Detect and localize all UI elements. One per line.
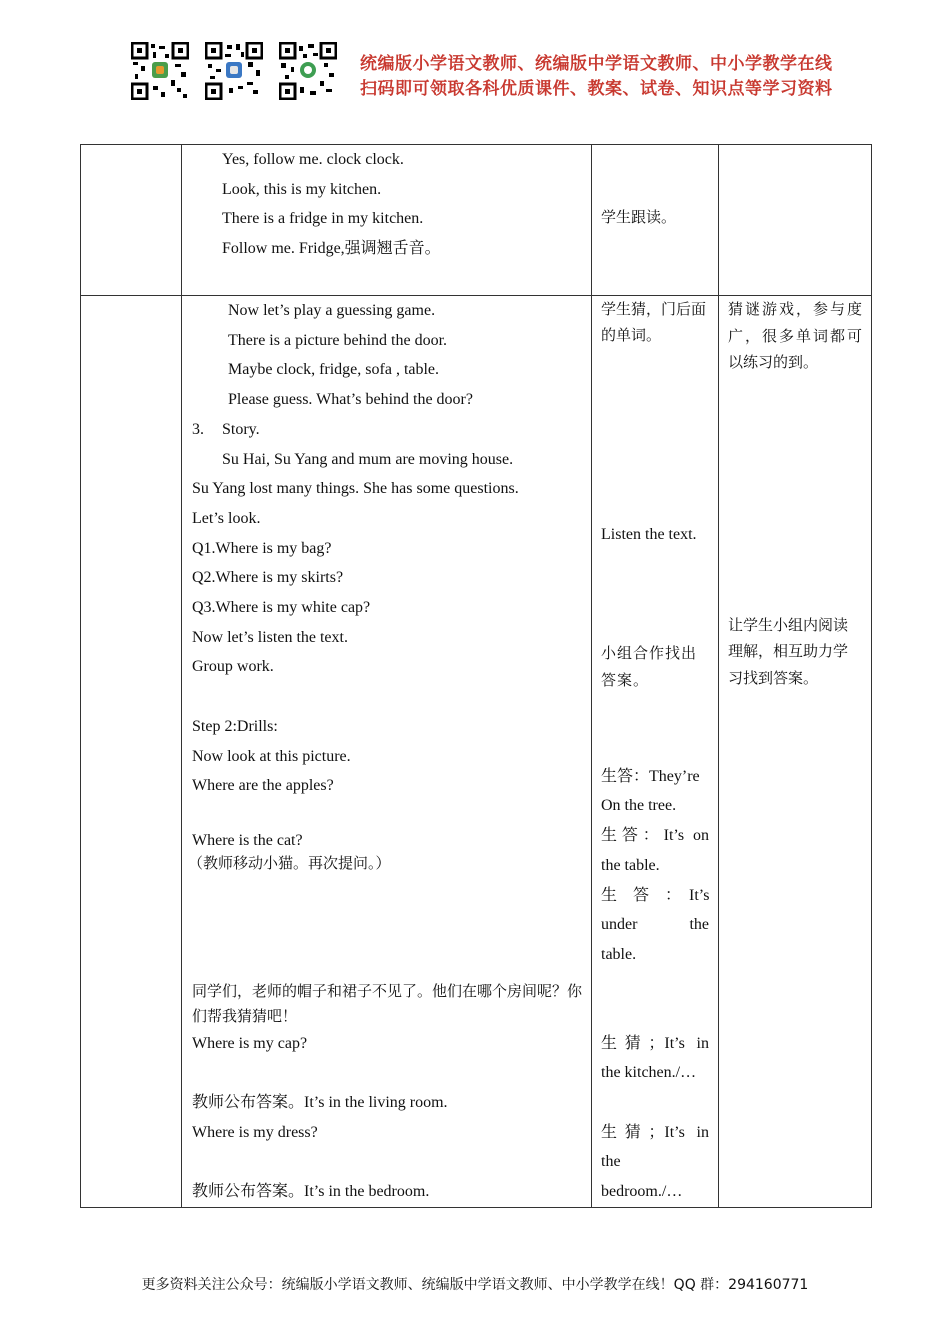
content-line: Now look at this picture.: [192, 747, 351, 765]
student-text: the: [601, 1153, 621, 1171]
student-text: 生答：They’re: [601, 767, 700, 785]
content-line: Su Yang lost many things. She has some questions.: [192, 480, 519, 498]
teacher-activity-cell: [182, 145, 592, 296]
student-text: 生答：It’s on: [601, 827, 709, 845]
content-line: Maybe clock, fridge, sofa , table.: [228, 361, 440, 379]
list-number: 3.: [192, 420, 204, 438]
content-line: 教师公布答案。It’s in the living room.: [192, 1094, 448, 1112]
content-line: Q3.Where is my white cap?: [192, 599, 371, 617]
content-line: Please guess. What’s behind the door?: [228, 391, 473, 409]
student-text: bedroom./…: [601, 1183, 683, 1201]
step-cell: [81, 296, 182, 1208]
student-text: the table.: [601, 856, 660, 874]
content-line: Q1.Where is my bag?: [192, 539, 332, 557]
content-line: Look, this is my kitchen.: [222, 180, 382, 198]
design-note-cell: [719, 296, 872, 1208]
banner-line-1: 统编版小学语文教师、统编版中学语文教师、中小学教学在线: [360, 54, 833, 74]
lesson-plan-table: [80, 144, 872, 1208]
content-line: Yes, follow me. clock clock.: [222, 151, 404, 168]
banner-line-2: 扫码即可领取各科优质课件、教案、试卷、知识点等学习资料: [360, 79, 833, 99]
content-line: Su Hai, Su Yang and mum are moving house.: [222, 450, 514, 468]
story-heading: [192, 415, 583, 445]
story-title: Story.: [222, 420, 260, 438]
design-note-text: 让学生小组内阅读理解，相互助力学习找到答案。: [728, 615, 849, 687]
content-line: Now let’s play a guessing game.: [228, 302, 436, 319]
content-paragraph: 同学们，老师的帽子和裙子不见了。他们在哪个房间呢？你们帮我猜猜吧！: [192, 981, 583, 1025]
content-line: Let’s look.: [192, 509, 261, 527]
content-line: （教师移动小猫。再次提问。）: [188, 853, 391, 872]
content-line: Where is my dress?: [192, 1123, 318, 1141]
content-line: Where are the apples?: [192, 777, 334, 795]
student-text: 生 答 ： It’s: [601, 886, 710, 904]
content-line: Where is my cap?: [192, 1034, 308, 1052]
teacher-activity-cell: [182, 296, 592, 1208]
student-text: 小组合作找出答案。: [601, 643, 698, 689]
student-activity-cell: [592, 145, 719, 296]
student-text: under the: [601, 916, 709, 934]
student-text: 生猜；It’s in: [601, 1123, 709, 1141]
design-note-text: 猜谜游戏，参与度广，很多单词都可以练习的到。: [728, 300, 862, 371]
content-line: Group work.: [192, 658, 274, 676]
content-line: Follow me. Fridge,强调翘舌音。: [222, 240, 441, 258]
content-line: There is a picture behind the door.: [228, 331, 448, 349]
footer-text: 更多资料关注公众号：统编版小学语文教师、统编版中学语文教师、中小学教学在线！QQ 群：294160771: [141, 1277, 809, 1293]
student-activity-cell: [592, 296, 719, 1208]
table-row-1: [81, 145, 872, 296]
content-line: Where is the cat?: [192, 831, 303, 849]
step-cell: [81, 145, 182, 296]
content-line: Q2.Where is my skirts?: [192, 569, 344, 587]
student-text: table.: [601, 945, 637, 963]
content-line: Now let’s listen the text.: [192, 628, 348, 646]
content-line: There is a fridge in my kitchen.: [222, 210, 424, 228]
student-text: 学生猜，门后面的单词。: [601, 300, 707, 344]
student-text: On the tree.: [601, 797, 677, 815]
content-line: Step 2:Drills:: [192, 717, 278, 735]
student-text: Listen the text.: [601, 526, 697, 543]
qr-code-1: [131, 42, 189, 105]
student-text: the kitchen./…: [601, 1064, 697, 1082]
table-row-2: [81, 296, 872, 1208]
qr-code-2: [205, 42, 263, 105]
content-line: 教师公布答案。It’s in the bedroom.: [192, 1183, 430, 1201]
design-note-cell: [719, 145, 872, 296]
student-text: 生猜；It’s in: [601, 1034, 709, 1052]
student-text: 学生跟读。: [601, 208, 677, 226]
qr-code-3: [279, 42, 337, 105]
